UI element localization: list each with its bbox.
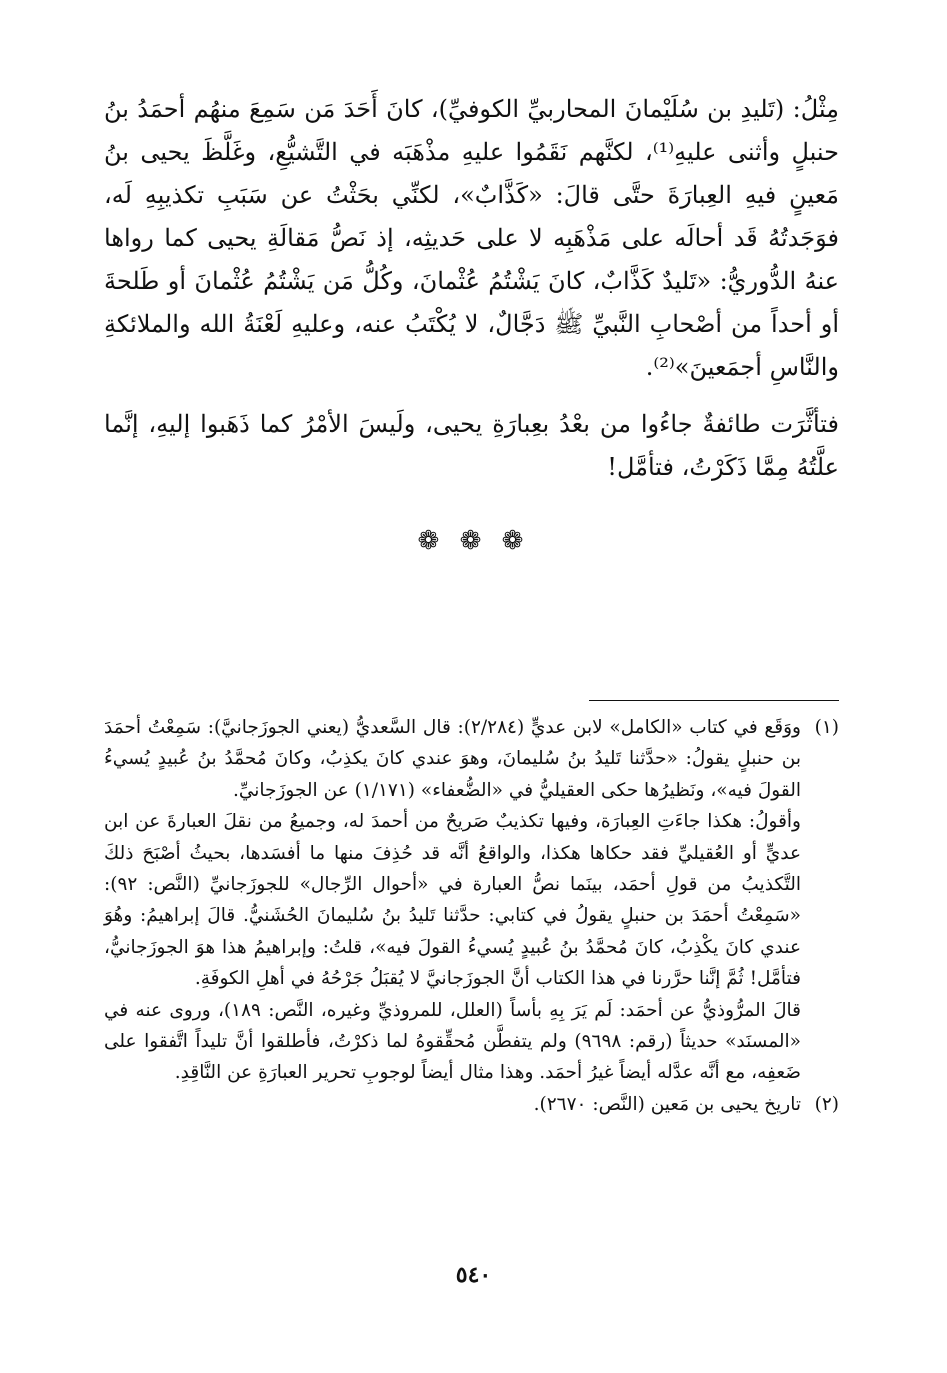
section-separator-ornaments: ❁ ❁ ❁ <box>417 526 530 556</box>
footnote-2-number: (٢) <box>814 1093 839 1115</box>
footnotes-block <box>104 712 839 1120</box>
main-paragraph-1: مِثْلُ: (تَليدِ بن سُلَيْمانَ المحاربيِّ الكوفيِّ)، كانَ أَحَدَ مَن سَمِعَ منهُم أحمَدُ بنُ حنبلٍ وأثنى عليهِ⁽¹⁾، لكنَّهم نَقَمُوا عليهِ مذْهَبَه في التَّشيُّعِ، وغَلَّظَ يحيى بنُ مَعينٍ فيهِ العِبارَةَ حتَّى قالَ: «كَذَّابٌ»، لكنِّي بحَثْتُ عن سَبَبِ تكذيبِهِ لَه، فوَجَدتُهُ قَد أحالَه على مَذْهَبِه لا على حَديثِه، إذ نَصُّ مَقالَةِ يحيى كما رواها عنهُ الدُّوريُّ: «تَليدٌ كَذَّابٌ، كانَ يَشْتُمُ عُثْمانَ، وكُلُّ مَن يَشْتُمُ عُثْمانَ أو طَلحةَ أو أحداً من أصْحابِ النَّبيِّ ﷺ دَجَّالٌ، لا يُكْتَبُ عنه، وعليهِ لَعْنَةُ الله والملائكةِ والنَّاسِ أجمَعينَ»⁽²⁾. <box>104 95 839 381</box>
footnote-1-number: (١) <box>814 717 839 738</box>
footnote-1-body <box>104 712 801 1089</box>
footnote-2 <box>104 1089 839 1120</box>
footnote-2-body <box>104 1089 801 1120</box>
main-text-block <box>104 88 839 489</box>
footnote-divider <box>589 700 839 701</box>
footnote-2-paragraph-1: تاريخ يحيى بن مَعين (النَّص: ٢٦٧٠). <box>533 1093 801 1115</box>
footnote-1-paragraph-3: قالَ المرُّوذيُّ عن أحمَد: لَم يَرَ بِهِ بأساً (العلل، للمروذيِّ وغيره، النَّص: ١٨٩)، وروى عنه في «المسنَد» حديثاً (رقم: ٩٦٩٨) ولم يتفطَّن مُحقِّقوهُ لما ذكرْتُ، فأطلقوا أنَّ تليداً اتَّفقوا على ضَعفِه، مع أنَّه عدَّله أيضاً غيرُ أحمَد. وهذا مثال أيضاً لوجوبِ تحرير العبارَةِ عن النَّاقِدِ. <box>104 999 801 1084</box>
footnote-1-paragraph-1: ووَقَع في كتاب «الكامل» لابن عديٍّ (٢/٢٨٤): قال السَّعديُّ (يعني الجوزَجانيَّ): سَمِعْتُ أحمَدَ بن حنبلٍ يقولُ: «حدَّثنا تَليدُ بنُ سُليمانَ، وهوَ عندي كانَ يكذِبُ، وكانَ مُحمَّدُ بنُ عُبيدٍ يُسيءُ القولَ فيه»، ونَظيرُها حكى العقيليُّ في «الضُّعفاء» (١/١٧١) عن الجوزَجانيِّ. <box>104 717 801 801</box>
main-paragraph-2: فتأثَّرَت طائفةٌ جاءُوا من بعْدُ بعِبارَةِ يحيى، ولَيسَ الأمْرُ كما ذَهَبوا إليهِ، إنَّما علَّتُهُ مِمَّا ذَكَرْتُ، فتأمَّل! <box>104 410 839 481</box>
footnote-1-paragraph-2: وأقولُ: هكذا جاءَتِ العِبارَة، وفيها تكذيبٌ صَريحٌ من أحمدَ له، وجميعُ من نقلَ العبارةَ عن ابن عديٍّ أو العُقيليِّ فقد حكاها هكذا، والواقعُ أنَّه قد حُذِفَ منها ما أفسَدها، بحيثُ أصْبَحَ ذلكَ التَّكذيبُ من قولِ أحمَد، بينَما نصُّ العبارة في «أحوال الرِّجال» للجوزَجانيِّ (النَّص: ٩٢): «سَمِعْتُ أحمَدَ بن حنبلٍ يقولُ في كتابي: حدَّثنا تَليدُ بنُ سُليمانَ الحُشَنيُّ. قالَ إبراهيمُ: وهُوَ عندي كانَ يكْذِبُ، كانَ مُحمَّدُ بنُ عُبيدٍ يُسيءُ القولَ فيه»، قلتُ: وإبراهيمُ هذا هوَ الجوزَجانيُّ، فتأمَّل! ثُمَّ إنَّنا حرَّرنا في هذا الكتاب أنَّ الجوزَجانيَّ لا يُقبَلُ جَرْحُهُ في أهلِ الكوفَةِ. <box>104 811 801 990</box>
footnote-1 <box>104 712 839 1089</box>
page-number: ٥٤٠ <box>455 1262 492 1288</box>
